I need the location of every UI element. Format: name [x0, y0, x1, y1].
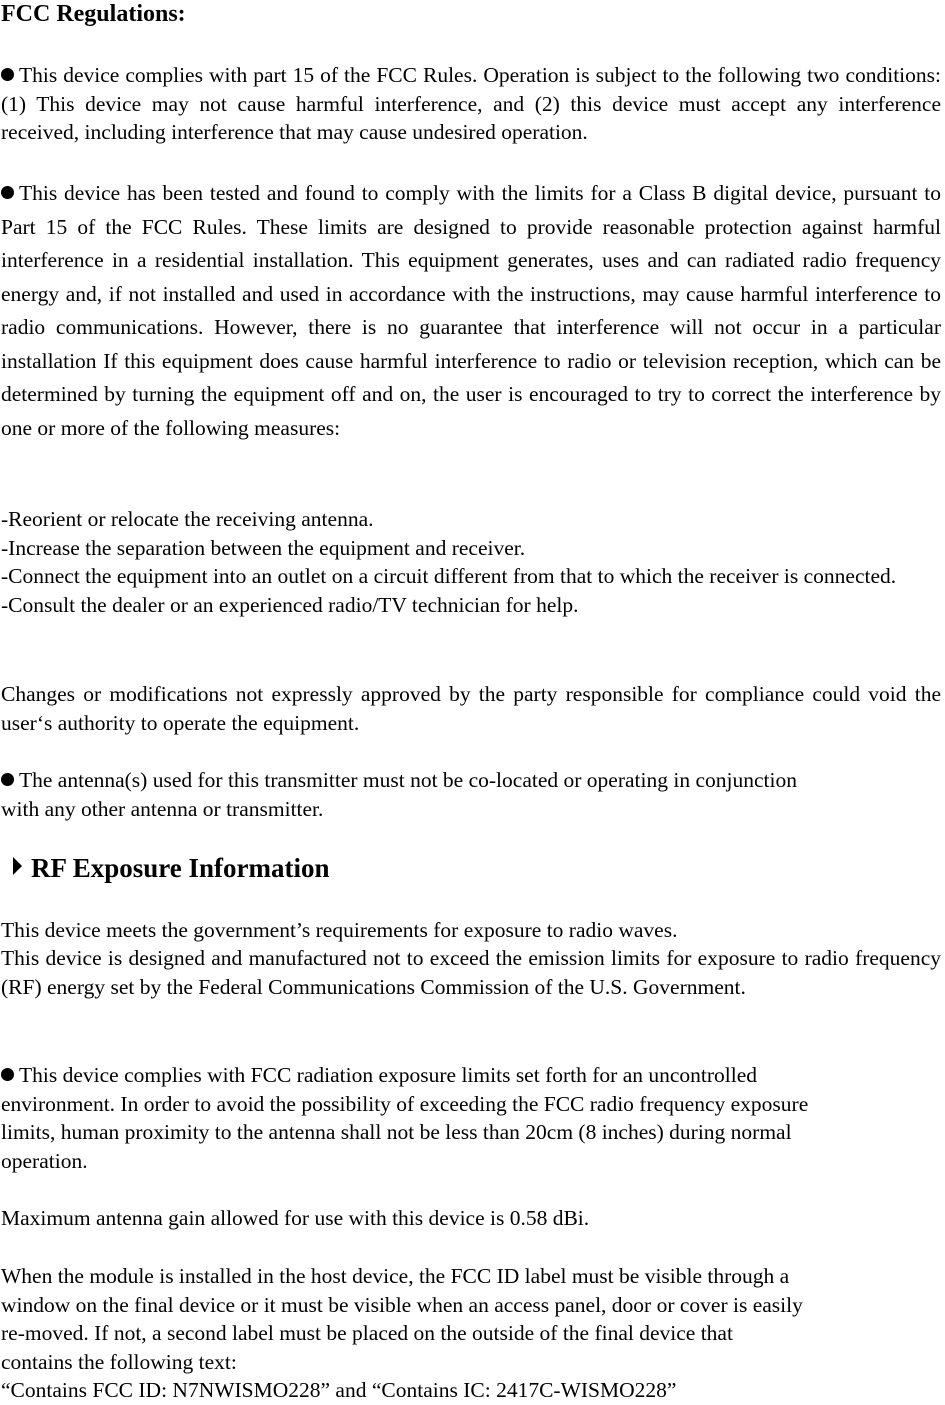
- caret-right-icon: [13, 857, 22, 875]
- measure-item: -Reorient or relocate the receiving antenna.: [1, 507, 374, 531]
- antenna-gain-line: Maximum antenna gain allowed for use with this device is 0.58 dBi.: [1, 1206, 590, 1230]
- bullet-icon: [1, 1068, 14, 1081]
- rf-exposure-limits-paragraph: This device complies with FCC radiation exposure limits set forth for an uncontrolled environment. In order to avoid the possibility of exceeding the FCC radio frequency exposure limits, human proximity to the antenna shall not be less than 20cm (8 inches) during normal operation.: [1, 1063, 809, 1173]
- measure-item: -Connect the equipment into an outlet on a circuit different from that to which the receiver is connected.: [1, 564, 897, 589]
- measure-item: -Increase the separation between the equipment and receiver.: [1, 535, 526, 560]
- bullet-icon: [1, 773, 14, 786]
- fcc-heading: FCC Regulations:: [1, 1, 186, 27]
- module-label-paragraph: When the module is installed in the host device, the FCC ID label must be visible through a window on the final device or it must be visible when an access panel, door or cover is easily re-moved. If not, a second label must be placed on the outside of the final device that contains the following text: “Contains FCC ID: N7NWISMO228” and “Contains IC: 2417C-WISMO228”: [1, 1262, 941, 1405]
- fcc-id-text: “Contains FCC ID: N7NWISMO228” and “Contains IC: 2417C-WISMO228”: [1, 1378, 677, 1403]
- fcc-paragraph-class-b: This device has been tested and found to comply with the limits for a Class B digital device, pursuant to Part 15 of the FCC Rules. These limits are designed to provide reasonable protection against harmful interference in a residential installation. This equipment generates, uses and can radiated radio frequency energy and, if not installed and used in accordance with the instructions, may cause harmful interference to radio communications. However, there is no guarantee that interference will not occur in a particular installation If this equipment does cause harmful interference to radio or television reception, which can be determined by turning the equipment off and on, the user is encouraged to try to correct the interference by one or more of the following measures:: [1, 181, 941, 440]
- measure-item: -Consult the dealer or an experienced radio/TV technician for help.: [1, 592, 579, 617]
- measures-list: [1, 505, 941, 619]
- rf-designed-paragraph: This device is designed and manufactured not to exceed the emission limits for exposure to radio frequency (RF) energy set by the Federal Communications Commission of the U.S. Government.: [1, 946, 941, 999]
- bullet-icon: [1, 186, 14, 199]
- antenna-paragraph: The antenna(s) used for this transmitter must not be co-located or operating in conjunction with any other antenna or transmitter.: [1, 768, 797, 821]
- changes-paragraph: Changes or modifications not expressly approved by the party responsible for compliance could void the user‘s authority to operate the equipment.: [1, 682, 941, 735]
- bullet-icon: [1, 68, 14, 81]
- rf-heading: RF Exposure Information: [1, 852, 941, 884]
- fcc-paragraph-conditions: This device complies with part 15 of the FCC Rules. Operation is subject to the following two conditions: (1) This device may not cause harmful interference, and (2) this device must accept any interference received, including interference that may cause undesired operation.: [1, 63, 941, 145]
- rf-intro: This device meets the government’s requirements for exposure to radio waves.: [1, 918, 678, 942]
